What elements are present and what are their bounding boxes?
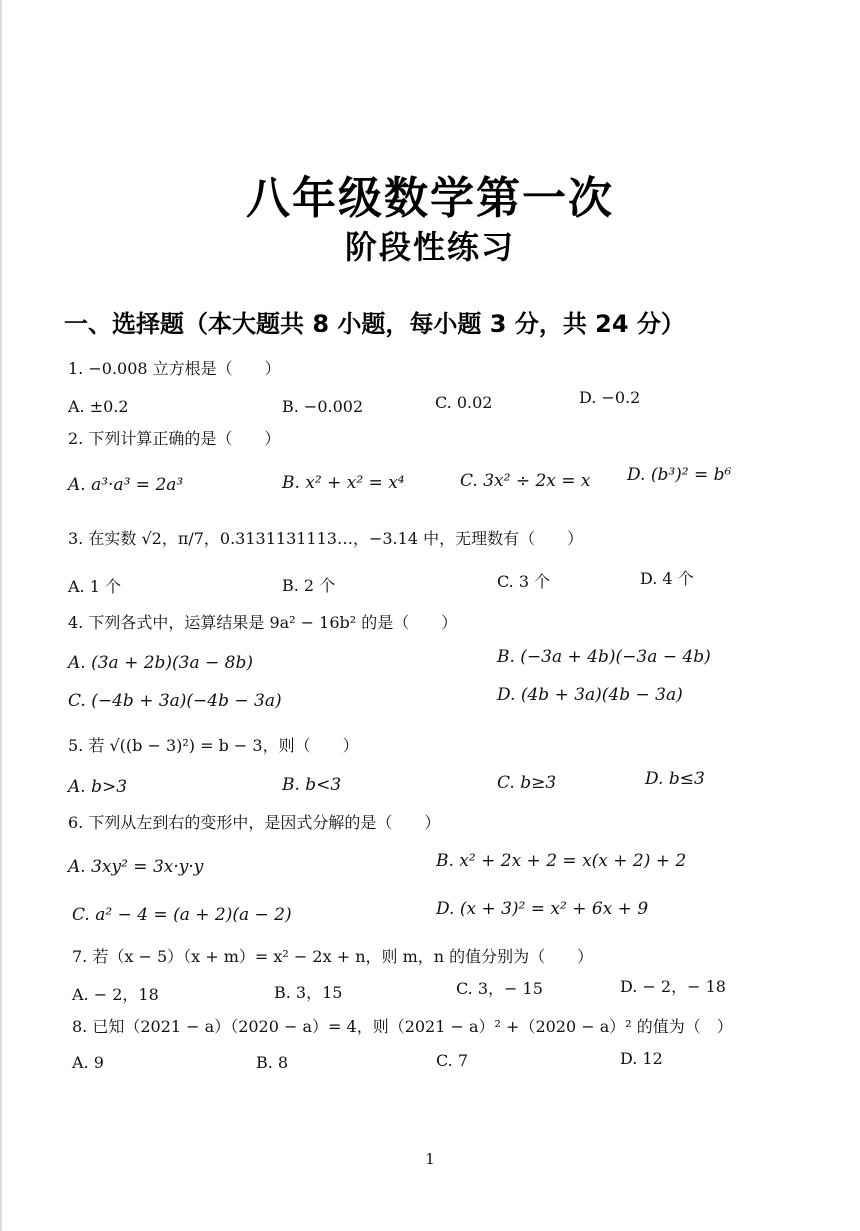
question-6-option-a: A. 3xy² = 3x·y·y xyxy=(68,857,204,877)
question-8-option-d: D. 12 xyxy=(620,1049,663,1068)
question-1-option-b: B. −0.002 xyxy=(282,397,364,416)
question-3-stem: 3. 在实数 √2，π/7，0.3131131113…，−3.14 中，无理数有（ ） xyxy=(68,529,584,548)
question-4-option-a: A. (3a + 2b)(3a − 8b) xyxy=(68,653,254,673)
question-8-option-a: A. 9 xyxy=(72,1053,104,1072)
question-2-option-a: A. a³·a³ = 2a³ xyxy=(68,475,184,495)
question-5-option-a: A. b>3 xyxy=(68,777,128,797)
page-number: 1 xyxy=(425,1150,435,1168)
question-2-option-c: C. 3x² ÷ 2x = x xyxy=(460,471,591,491)
question-2-option-b: B. x² + x² = x⁴ xyxy=(282,473,405,493)
question-1-option-d: D. −0.2 xyxy=(579,388,641,407)
question-1-stem: 1. −0.008 立方根是（ ） xyxy=(68,359,281,378)
document-title: 八年级数学第一次 xyxy=(246,173,614,224)
question-1-option-a: A. ±0.2 xyxy=(68,397,129,416)
question-4-option-b: B. (−3a + 4b)(−3a − 4b) xyxy=(497,647,711,667)
question-3-option-c: C. 3 个 xyxy=(497,572,551,591)
question-8-stem: 8. 已知（2021 − a）（2020 − a）= 4，则（2021 − a）² +（2020 − a）² 的值为（ ） xyxy=(72,1017,733,1036)
section-heading: 一、选择题（本大题共 8 小题，每小题 3 分，共 24 分） xyxy=(64,310,685,338)
question-7-option-b: B. 3，15 xyxy=(274,983,343,1002)
question-8-option-c: C. 7 xyxy=(436,1051,469,1070)
question-4-option-d: D. (4b + 3a)(4b − 3a) xyxy=(497,685,683,705)
question-7-stem: 7. 若（x − 5）（x + m）= x² − 2x + n，则 m，n 的值分别为（ ） xyxy=(72,947,594,966)
question-4-stem: 4. 下列各式中，运算结果是 9a² − 16b² 的是（ ） xyxy=(68,613,458,632)
question-6-option-d: D. (x + 3)² = x² + 6x + 9 xyxy=(436,899,649,919)
question-2-stem: 2. 下列计算正确的是（ ） xyxy=(68,429,281,448)
question-7-option-d: D. − 2，− 18 xyxy=(620,977,726,996)
question-3-option-b: B. 2 个 xyxy=(282,576,336,595)
question-5-option-c: C. b≥3 xyxy=(497,773,557,793)
question-4-option-c: C. (−4b + 3a)(−4b − 3a) xyxy=(68,691,282,711)
document-subtitle: 阶段性练习 xyxy=(344,228,515,266)
question-1-option-c: C. 0.02 xyxy=(435,393,493,412)
question-3-option-d: D. 4 个 xyxy=(640,569,694,588)
question-6-stem: 6. 下列从左到右的变形中，是因式分解的是（ ） xyxy=(68,813,441,832)
question-6-option-c: C. a² − 4 = (a + 2)(a − 2) xyxy=(72,905,292,925)
question-7-option-c: C. 3，− 15 xyxy=(456,979,543,998)
question-5-option-b: B. b<3 xyxy=(282,775,342,795)
question-5-stem: 5. 若 √((b − 3)²) = b − 3，则（ ） xyxy=(68,736,359,755)
question-8-option-b: B. 8 xyxy=(256,1053,289,1072)
question-7-option-a: A. − 2，18 xyxy=(72,985,159,1004)
question-5-option-d: D. b≤3 xyxy=(645,769,705,789)
question-2-option-d: D. (b³)² = b⁶ xyxy=(627,465,732,485)
question-6-option-b: B. x² + 2x + 2 = x(x + 2) + 2 xyxy=(436,851,687,871)
question-3-option-a: A. 1 个 xyxy=(68,577,121,596)
